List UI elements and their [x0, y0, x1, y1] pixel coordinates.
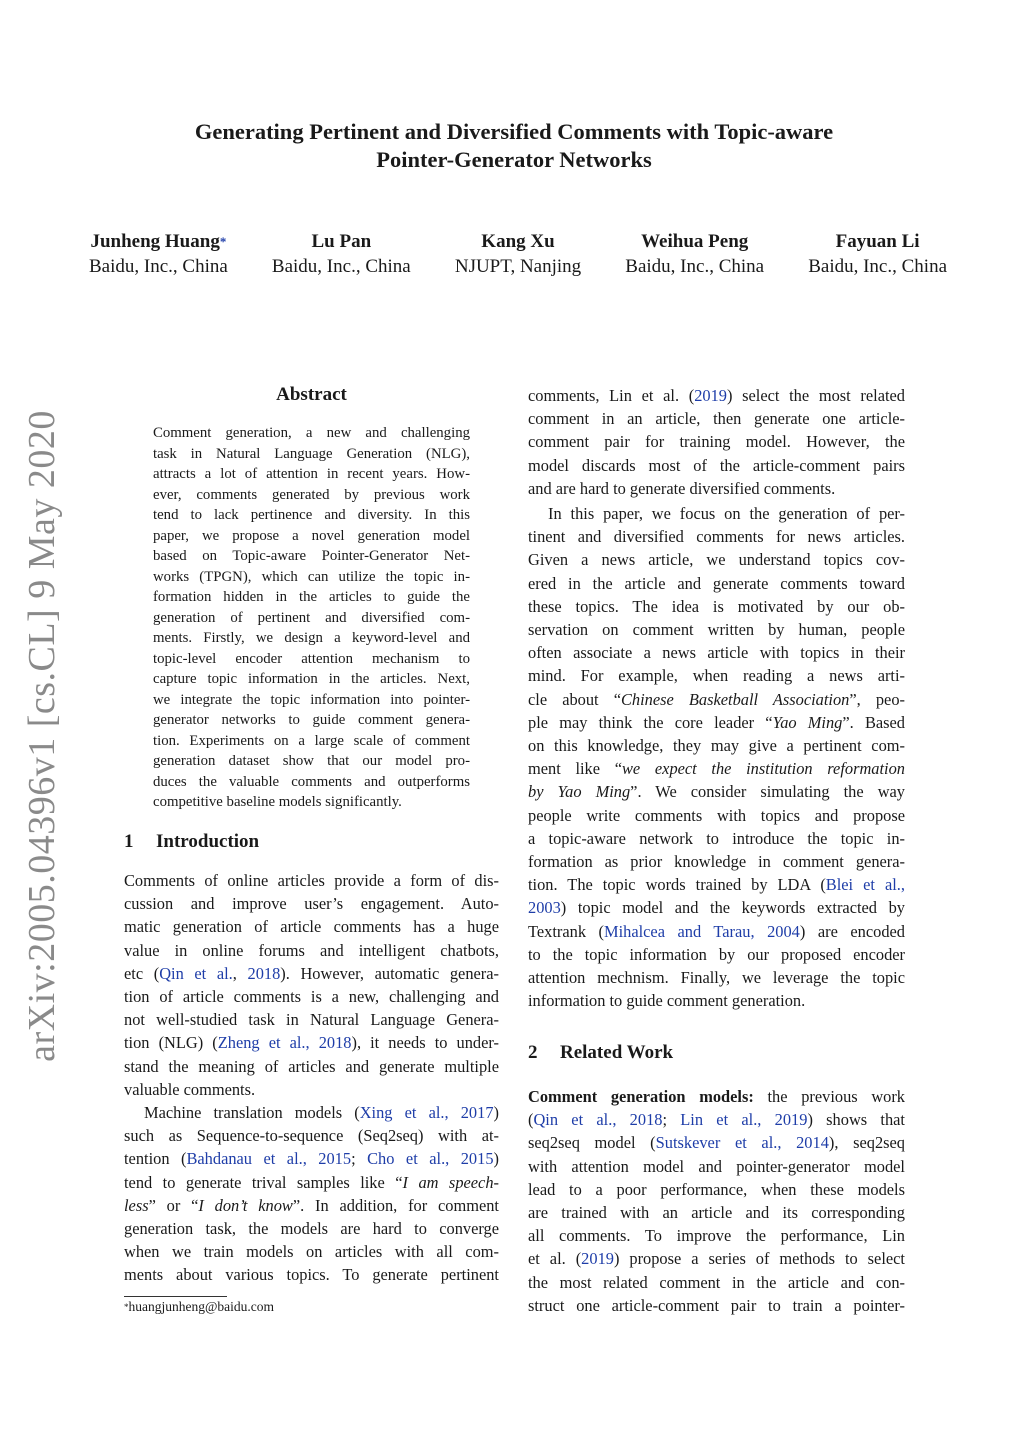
text-run: tention (: [124, 1149, 187, 1169]
text-line: [528, 548, 905, 571]
text-run: people write comments with topics and propose: [528, 805, 905, 825]
text-run: ) select the most related: [726, 386, 905, 405]
text-run: information to guide comment generation.: [528, 991, 806, 1011]
text-line: [528, 920, 905, 943]
text-line: [528, 1224, 905, 1247]
emphasis-text: less: [124, 1195, 149, 1215]
related-work-column: [528, 1085, 905, 1317]
text-run: paper, we propose a novel generation model: [153, 527, 470, 544]
text-line: [528, 430, 905, 453]
text-line: [153, 485, 470, 506]
text-line: [528, 525, 905, 548]
text-run: ”. We consider simulating the way: [630, 782, 905, 802]
text-run: comment pair for training model. However, the: [528, 432, 905, 452]
text-run: cle about “: [528, 689, 621, 709]
text-run: ;: [351, 1149, 368, 1169]
text-run: value in online forums and intelligent chatbots,: [124, 940, 499, 960]
text-run: ). However, automatic genera-: [280, 963, 499, 983]
footnote-rule: [124, 1296, 227, 1297]
text-line: [528, 804, 905, 827]
citation-link[interactable]: Mihalcea and Tarau, 2004: [604, 921, 800, 941]
text-line: [124, 1031, 499, 1054]
text-run: ) shows that: [807, 1110, 905, 1130]
text-run: generation of pertinent and diversified com-: [153, 609, 470, 626]
text-run: valuable comments.: [124, 1079, 256, 1099]
citation-link[interactable]: 2018: [247, 963, 281, 983]
text-run: Textrank (: [528, 921, 604, 941]
text-run: Comments of online articles provide a form of dis-: [124, 871, 499, 890]
text-run: model discards most of the article-comment pairs: [528, 455, 905, 475]
intro-column: [124, 869, 499, 1287]
intro-paragraph-1: [124, 869, 499, 1101]
text-run: (: [528, 1110, 534, 1130]
text-line: [153, 751, 470, 772]
text-line: [528, 873, 905, 896]
text-line: [528, 688, 905, 711]
text-run: ): [493, 1149, 499, 1169]
author-list: [89, 229, 947, 279]
text-run: often associate a news article with topics in their: [528, 643, 905, 663]
text-line: [528, 1294, 905, 1317]
text-line: [528, 572, 905, 595]
text-run: duces the valuable comments and outperforms: [153, 773, 470, 790]
text-run: tend to generate trival samples like “: [124, 1172, 403, 1192]
section-title: Related Work: [560, 1042, 674, 1063]
text-run: a topic-aware network to introduce the topic in-: [528, 828, 905, 848]
text-line: [153, 710, 470, 731]
run-in-heading: Comment generation models:: [528, 1087, 754, 1106]
text-line: [528, 1178, 905, 1201]
emphasis-text: Yao Ming: [772, 712, 843, 732]
text-run: to the topic information by our proposed encoder: [528, 944, 905, 964]
text-run: ments about various topics. To generate pertinent: [124, 1265, 499, 1285]
text-line: [153, 567, 470, 588]
text-line: [528, 1085, 905, 1108]
text-run: stand the meaning of articles and generate multiple: [124, 1056, 499, 1076]
text-line: [528, 595, 905, 618]
text-line: [528, 1108, 905, 1131]
text-line: [124, 1008, 499, 1031]
author: [625, 229, 764, 279]
text-line: [124, 1078, 499, 1101]
text-line: [124, 985, 499, 1008]
text-line: [153, 731, 470, 752]
author-name: Lu Pan: [311, 231, 372, 252]
text-run: comment in an article, then generate one article-: [528, 409, 905, 429]
section-title: Introduction: [156, 831, 260, 852]
text-run: topic-level encoder attention mechanism to: [153, 650, 470, 667]
emphasis-text: by Yao Ming: [528, 782, 631, 802]
text-line: [528, 827, 905, 850]
text-run: competitive baseline models significantly.: [153, 794, 402, 810]
title-line-2: Pointer-Generator Networks: [376, 147, 652, 172]
text-run: capture topic information in the articles. Next,: [153, 671, 470, 687]
text-run: ”, peo-: [849, 689, 905, 709]
text-line: [528, 757, 905, 780]
text-line: [528, 989, 905, 1012]
text-line: [528, 477, 905, 500]
text-line: [528, 1201, 905, 1224]
text-line: [124, 1217, 499, 1240]
text-line: [528, 664, 905, 687]
text-run: the previous work: [753, 1087, 906, 1106]
text-line: [124, 1055, 499, 1078]
text-run: generation dataset show that our model pro-: [153, 753, 470, 769]
arxiv-identifier: arXiv:2005.04396v1 [cs.CL] 9 May 2020: [21, 410, 63, 1062]
text-run: ) are encoded: [799, 921, 905, 941]
text-line: [153, 649, 470, 670]
text-run: attention mechnism. Finally, we leverage the topic: [528, 968, 905, 988]
author-name: Weihua Peng: [641, 231, 749, 252]
text-line: [528, 641, 905, 664]
author-name: Fayuan Li: [835, 231, 920, 252]
text-line: [124, 1263, 499, 1286]
text-line: [124, 892, 499, 915]
text-run: seq2seq model (: [528, 1133, 656, 1153]
section-number: 1: [124, 831, 134, 852]
text-run: mind. For example, when reading a news arti-: [528, 666, 905, 686]
author-affiliation: Baidu, Inc., China: [808, 256, 947, 277]
text-line: [528, 454, 905, 477]
intro-paragraph-2: [124, 1101, 499, 1287]
author-affiliation: Baidu, Inc., China: [89, 256, 228, 277]
text-line: [124, 1101, 499, 1124]
text-line: [124, 1124, 499, 1147]
text-line: [528, 1271, 905, 1294]
author-affiliation: Baidu, Inc., China: [271, 256, 411, 277]
text-run: etc (: [124, 963, 160, 983]
text-run: Machine translation models (: [144, 1103, 360, 1123]
text-line: [528, 711, 905, 734]
emphasis-text: we expect the institution reformation: [622, 759, 905, 779]
text-line: [124, 915, 499, 938]
text-run: task in Natural Language Generation (NLG),: [153, 445, 470, 462]
text-run: we integrate the topic information into pointer-: [153, 691, 470, 708]
text-run: ered in the article and generate comments toward: [528, 573, 905, 593]
text-run: based on Topic-aware Pointer-Generator Net-: [153, 548, 470, 564]
text-line: [528, 1155, 905, 1178]
text-run: matic generation of article comments has a huge: [124, 917, 499, 937]
text-run: tion of article comments is a new, challenging and: [124, 987, 499, 1007]
footnote-mark: *: [124, 1302, 129, 1312]
text-run: ple may think the core leader “: [528, 712, 773, 732]
text-line: [528, 896, 905, 919]
author: [808, 229, 947, 279]
text-line: [124, 1147, 499, 1170]
author: [89, 229, 228, 279]
right-column-intro-continued: [528, 384, 905, 1012]
text-line: [124, 962, 499, 985]
text-line: [153, 464, 470, 485]
text-run: and are hard to generate diversified comments.: [528, 478, 836, 498]
section-heading-related-work: [528, 1040, 673, 1066]
text-run: Comment generation, a new and challenging: [153, 425, 470, 441]
intro-continued-paragraph: [528, 384, 905, 500]
text-run: ;: [662, 1110, 681, 1130]
citation-link[interactable]: Cho et al., 2015: [367, 1149, 494, 1169]
paper-title: [0, 118, 1024, 174]
text-run: lead to a poor performance, when these models: [528, 1179, 905, 1199]
text-run: formation as prior knowledge in comment genera-: [528, 852, 905, 872]
citation-link[interactable]: Qin et al.: [159, 963, 233, 983]
text-line: [153, 587, 470, 608]
author-name: Junheng Huang: [90, 231, 220, 252]
text-run: ment like “: [528, 759, 622, 779]
title-line-1: Generating Pertinent and Diversified Comments with Topic-aware: [194, 119, 834, 144]
citation-link[interactable]: Sutskever et al., 2014: [655, 1133, 829, 1153]
text-line: [528, 943, 905, 966]
related-paragraph-1: [528, 1085, 905, 1317]
citation-link[interactable]: Zheng et al., 2018: [217, 1033, 352, 1053]
text-line: [528, 1131, 905, 1154]
author: [272, 229, 411, 279]
text-run: generation task, the models are hard to converge: [124, 1219, 499, 1239]
citation-link[interactable]: 2003: [528, 898, 561, 918]
text-line: [153, 669, 470, 690]
text-run: tinent and diversified comments for news articles.: [528, 527, 905, 547]
author-affiliation: NJUPT, Nanjing: [454, 256, 582, 277]
text-run: et al. (: [528, 1249, 582, 1269]
text-run: ” or “: [148, 1195, 199, 1215]
text-line: [528, 1247, 905, 1270]
text-line: [153, 546, 470, 567]
text-run: generator networks to guide comment genera-: [153, 712, 470, 728]
text-run: works (TPGN), which can utilize the topic in-: [153, 568, 470, 585]
text-line: [153, 505, 470, 526]
text-line: [153, 444, 470, 465]
intro-paragraph-3: [528, 502, 905, 1012]
text-run: ments. Firstly, we design a keyword-level and: [153, 630, 470, 646]
text-run: not well-studied task in Natural Language Genera-: [124, 1010, 499, 1030]
footnote: [124, 1298, 274, 1316]
footnote-email[interactable]: huangjunheng@baidu.com: [128, 1299, 275, 1314]
text-run: tend to lack pertinence and diversity. In this: [153, 507, 470, 523]
text-run: comments, Lin et al. (: [528, 386, 695, 405]
citation-link[interactable]: Bahdanau et al., 2015: [186, 1149, 352, 1169]
text-line: [124, 1194, 499, 1217]
text-line: [153, 526, 470, 547]
author-name: Kang Xu: [481, 231, 555, 252]
footnote-mark[interactable]: *: [219, 234, 227, 249]
text-run: ”. Based: [842, 712, 906, 732]
text-run: ): [493, 1103, 499, 1123]
text-run: such as Sequence-to-sequence (Seq2seq) with at-: [124, 1126, 499, 1146]
text-run: cussion and improve user’s engagement. Auto-: [124, 894, 499, 914]
text-run: all comments. To improve the performance, Lin: [528, 1226, 905, 1246]
text-line: [153, 690, 470, 711]
citation-link[interactable]: 2019: [581, 1249, 614, 1269]
text-run: ), it needs to under-: [351, 1033, 499, 1053]
text-run: ”. In addition, for comment: [292, 1195, 499, 1215]
text-line: [124, 1240, 499, 1263]
section-heading-introduction: [124, 829, 259, 855]
citation-link[interactable]: Qin et al., 2018: [533, 1110, 663, 1130]
citation-link[interactable]: 2019: [694, 386, 727, 405]
text-line: [528, 502, 905, 525]
text-line: [153, 792, 470, 813]
text-run: ) propose a series of methods to select: [613, 1249, 905, 1269]
text-run: ,: [232, 963, 248, 983]
text-line: [528, 618, 905, 641]
text-line: [153, 772, 470, 793]
text-line: [528, 966, 905, 989]
text-run: attracts a lot of attention in recent years. How-: [153, 466, 470, 482]
text-line: [124, 869, 499, 892]
text-run: tion (NLG) (: [124, 1033, 218, 1053]
text-run: these topics. The idea is motivated by our ob-: [528, 596, 905, 616]
text-run: tion. The topic words trained by LDA (: [528, 875, 826, 895]
text-run: In this paper, we focus on the generation of per-: [548, 504, 905, 524]
text-run: the most related comment in the article and con-: [528, 1272, 905, 1292]
citation-link[interactable]: Blei et al.,: [825, 875, 905, 895]
text-line: [153, 628, 470, 649]
citation-link[interactable]: Xing et al., 2017: [359, 1103, 494, 1123]
text-line: [528, 407, 905, 430]
emphasis-text: I don’t know: [198, 1195, 293, 1215]
text-run: ), seq2seq: [828, 1133, 905, 1153]
text-run: Given a news article, we understand topics cov-: [528, 550, 905, 570]
text-line: [528, 780, 905, 803]
text-line: [528, 734, 905, 757]
emphasis-text: Chinese Basketball Association: [621, 689, 850, 709]
text-line: [153, 423, 470, 444]
section-number: 2: [528, 1042, 538, 1063]
text-run: when we train models on articles with all com-: [124, 1242, 499, 1262]
abstract-heading: Abstract: [276, 384, 347, 405]
text-line: [153, 608, 470, 629]
text-line: [528, 850, 905, 873]
text-run: servation on comment written by human, people: [528, 620, 905, 640]
text-line: [124, 939, 499, 962]
author: [455, 229, 581, 279]
text-run: ) topic model and the keywords extracted by: [560, 898, 905, 918]
text-run: tion. Experiments on a large scale of comment: [153, 732, 470, 749]
author-affiliation: Baidu, Inc., China: [625, 256, 765, 277]
text-run: with attention model and pointer-generator model: [528, 1156, 905, 1176]
text-run: formation hidden in the articles to guide the: [153, 589, 470, 605]
text-run: ever, comments generated by previous work: [153, 486, 470, 503]
text-run: struct one article-comment pair to train a pointer-: [528, 1295, 905, 1315]
abstract-body: [153, 423, 470, 813]
text-run: on this knowledge, they may give a pertinent com-: [528, 736, 905, 756]
citation-link[interactable]: Lin et al., 2019: [680, 1110, 808, 1130]
text-line: [124, 1171, 499, 1194]
text-line: [528, 384, 905, 407]
emphasis-text: I am speech-: [402, 1172, 499, 1192]
text-run: are trained with an article and its corresponding: [528, 1203, 905, 1223]
